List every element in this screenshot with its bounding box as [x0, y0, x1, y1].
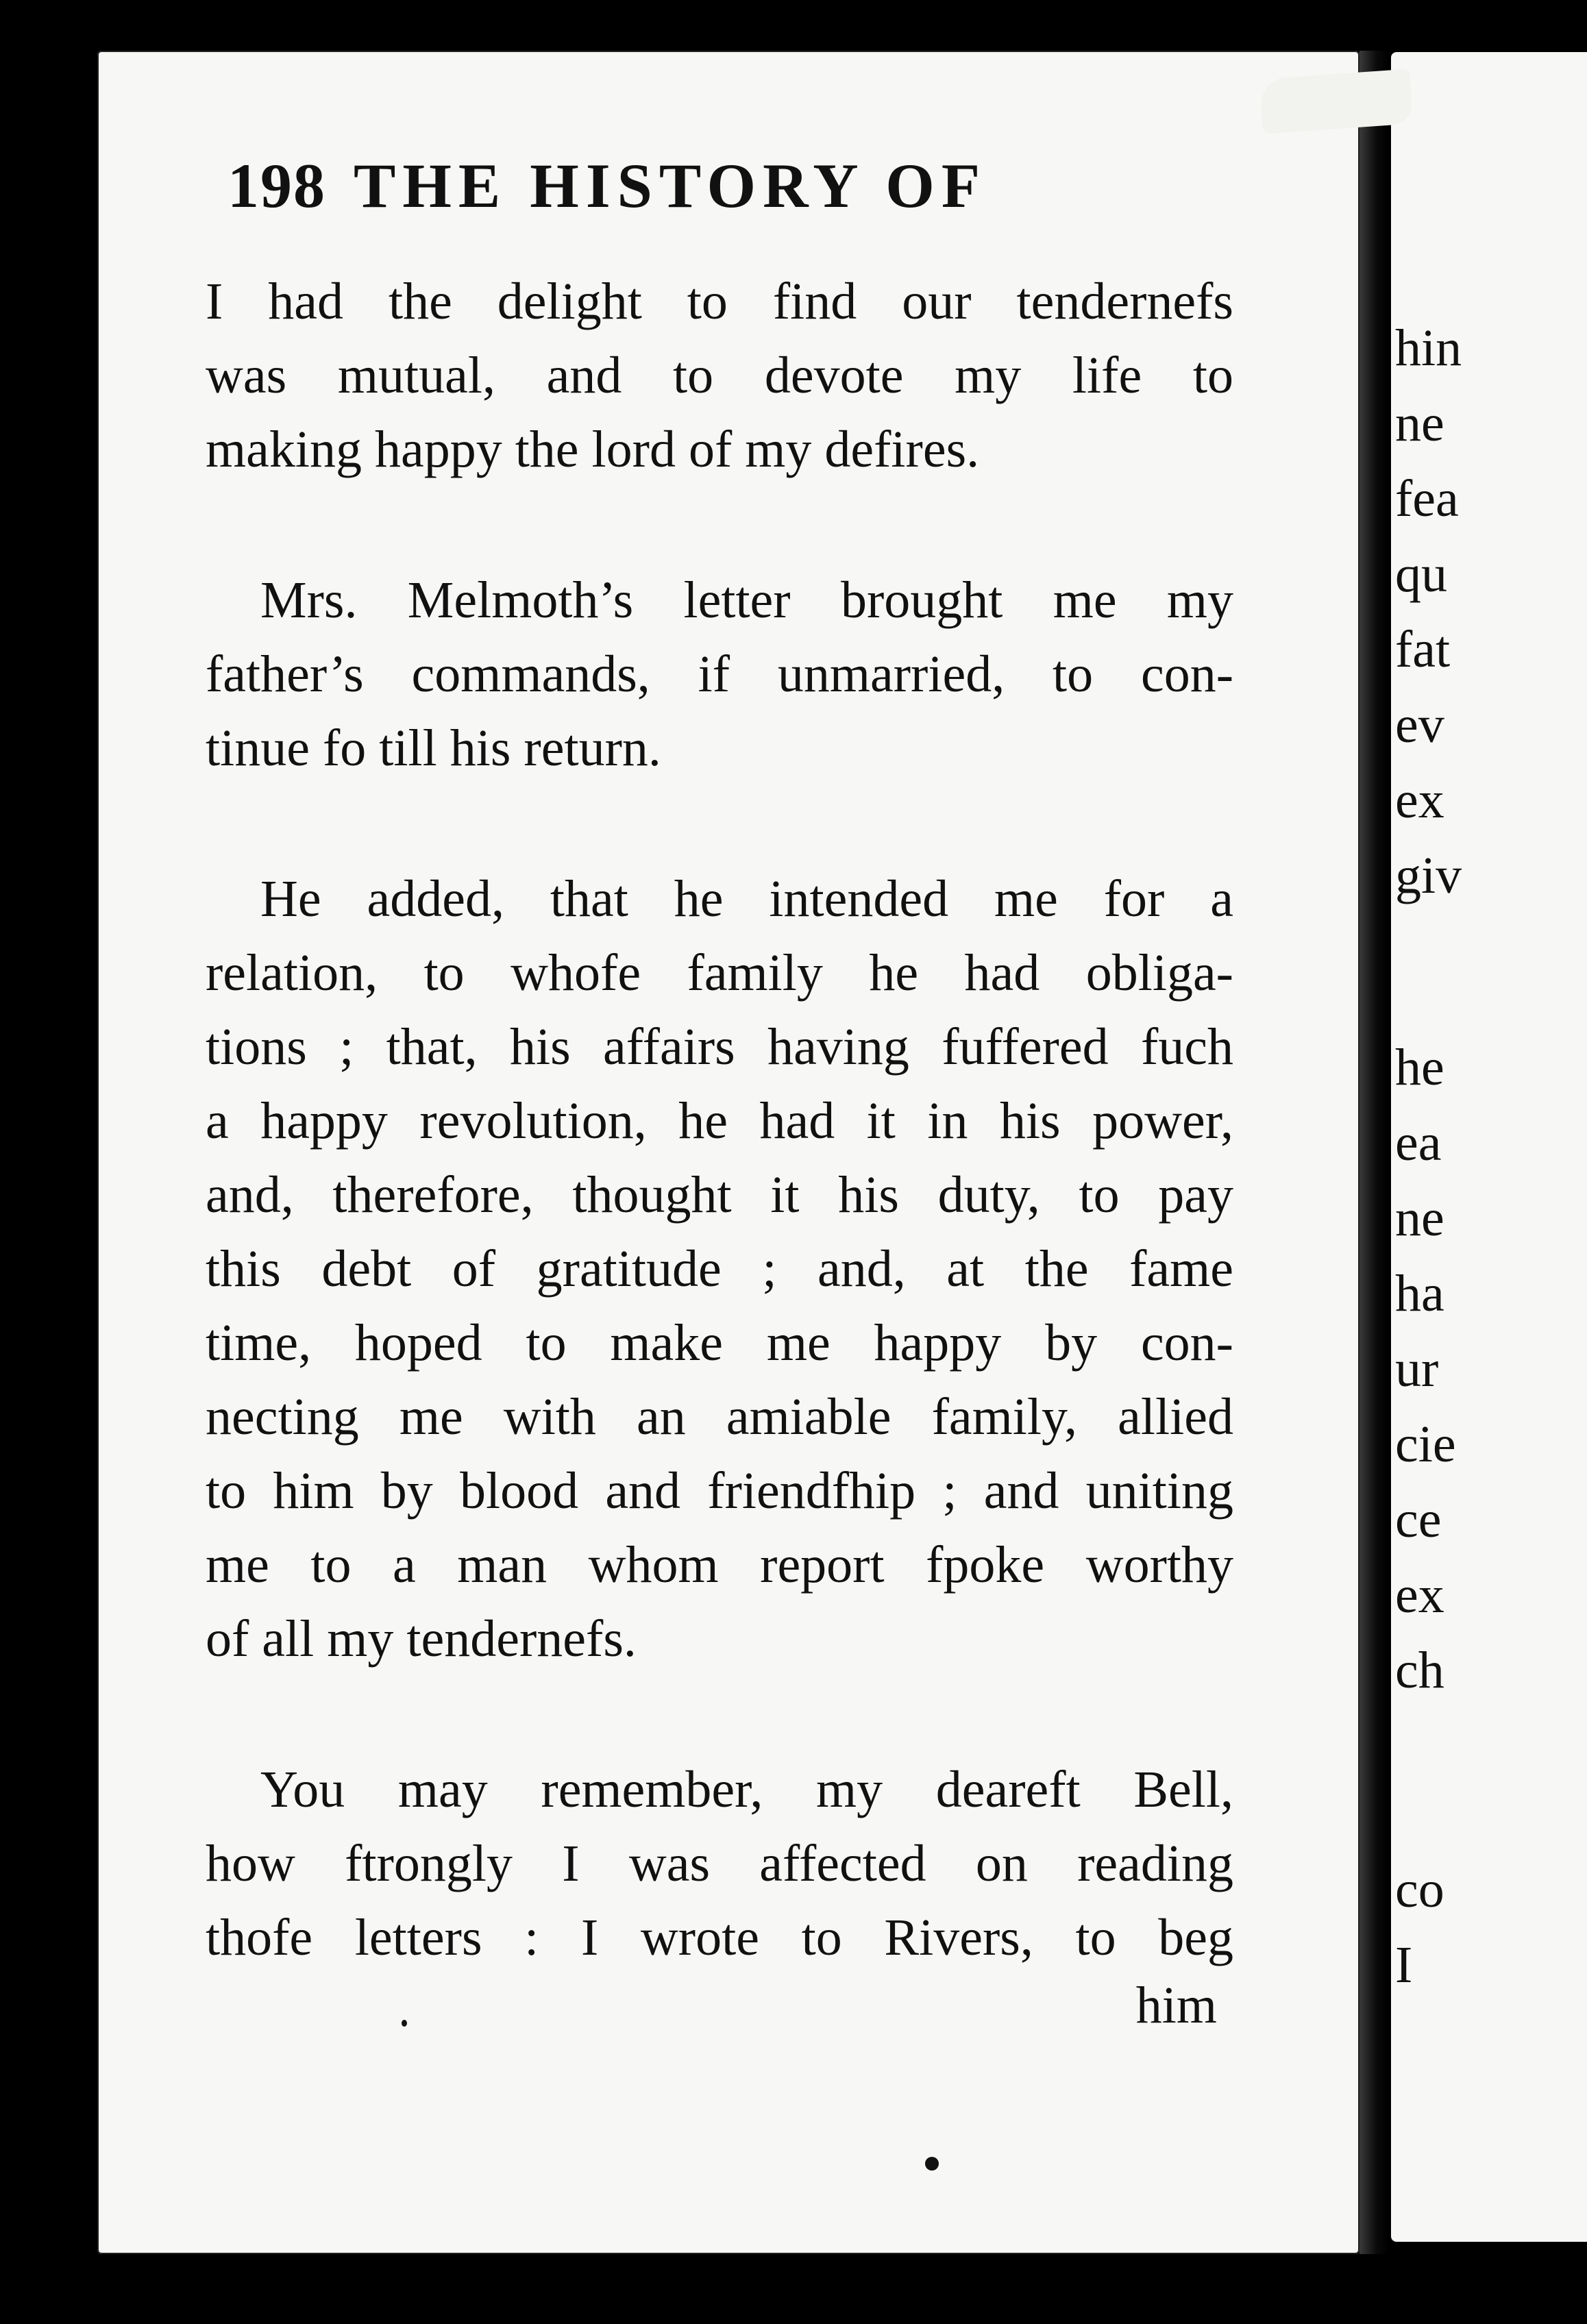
catchword: him: [1135, 1977, 1217, 2034]
facing-page-fragment: hin: [1395, 319, 1462, 377]
facing-page-fragment: ea: [1395, 1114, 1442, 1172]
ink-speck: [925, 2157, 939, 2171]
paragraph: [206, 1753, 1233, 1827]
facing-page-fragment: fea: [1395, 470, 1459, 528]
ink-speck: [402, 2020, 407, 2027]
text-line: Mrs. Melmoth’s letter brought me my: [260, 571, 1233, 629]
text-line: tions ; that, his affairs having fuffered fuch: [206, 1018, 1233, 1076]
paragraph-cont: [206, 637, 1233, 785]
facing-page-fragment: qu: [1395, 545, 1447, 603]
text-line: tinue fo till his return.: [206, 719, 661, 777]
text-line: I had the delight to find our tendernefs: [206, 273, 1233, 330]
facing-page-fragment: giv: [1395, 847, 1462, 904]
paragraph-cont: [206, 936, 1233, 1676]
facing-page-fragment: ce: [1395, 1491, 1442, 1548]
text-line: was mutual, and to devote my life to: [206, 347, 1233, 404]
running-head: [227, 149, 987, 222]
paragraph: [206, 563, 1233, 637]
text-line: of all my tendernefs.: [206, 1610, 637, 1668]
paragraph: [206, 862, 1233, 936]
running-title: THE HISTORY OF: [354, 151, 987, 221]
facing-page-fragment: ex: [1395, 771, 1444, 829]
facing-page-fragment: I: [1395, 1936, 1413, 1994]
facing-page-fragment: fat: [1395, 621, 1451, 678]
facing-page-fragment: co: [1395, 1861, 1444, 1918]
text-line: making happy the lord of my defires.: [206, 421, 980, 478]
page-number: 198: [227, 151, 326, 221]
text-line: time, hoped to make me happy by con-: [206, 1314, 1233, 1372]
paragraph-cont: [206, 1827, 1233, 1975]
text-line: a happy revolution, he had it in his power,: [206, 1092, 1233, 1150]
text-line: and, therefore, thought it his duty, to pay: [206, 1166, 1233, 1224]
body-text: [206, 264, 1233, 1975]
facing-page-fragment: ne: [1395, 1189, 1444, 1247]
text-line: to him by blood and friendfhip ; and uniting: [206, 1462, 1233, 1520]
page-gutter: [1360, 51, 1388, 2254]
paragraph: [206, 264, 1233, 486]
text-line: thofe letters : I wrote to Rivers, to beg: [206, 1909, 1233, 1966]
text-line: how ftrongly I was affected on reading: [206, 1835, 1233, 1892]
facing-page-fragment: ha: [1395, 1265, 1444, 1322]
facing-page-fragment: he: [1395, 1039, 1444, 1096]
facing-page-fragment: cie: [1395, 1416, 1456, 1473]
facing-page-fragment: ch: [1395, 1642, 1444, 1699]
text-line: You may remember, my deareft Bell,: [260, 1761, 1233, 1818]
facing-page: [1391, 52, 1587, 2242]
facing-page-fragment: ur: [1395, 1340, 1439, 1398]
text-line: relation, to whofe family he had obliga-: [206, 944, 1233, 1002]
text-line: He added, that he intended me for a: [260, 870, 1233, 928]
facing-page-fragment: ne: [1395, 395, 1444, 452]
facing-page-fragment: ev: [1395, 696, 1444, 754]
text-line: necting me with an amiable family, allied: [206, 1388, 1233, 1446]
facing-page-fragment: ex: [1395, 1566, 1444, 1624]
paper-tear: [1259, 69, 1413, 134]
text-line: father’s commands, if unmarried, to con-: [206, 645, 1233, 703]
text-line: this debt of gratitude ; and, at the fame: [206, 1240, 1233, 1298]
text-line: me to a man whom report fpoke worthy: [206, 1536, 1233, 1594]
